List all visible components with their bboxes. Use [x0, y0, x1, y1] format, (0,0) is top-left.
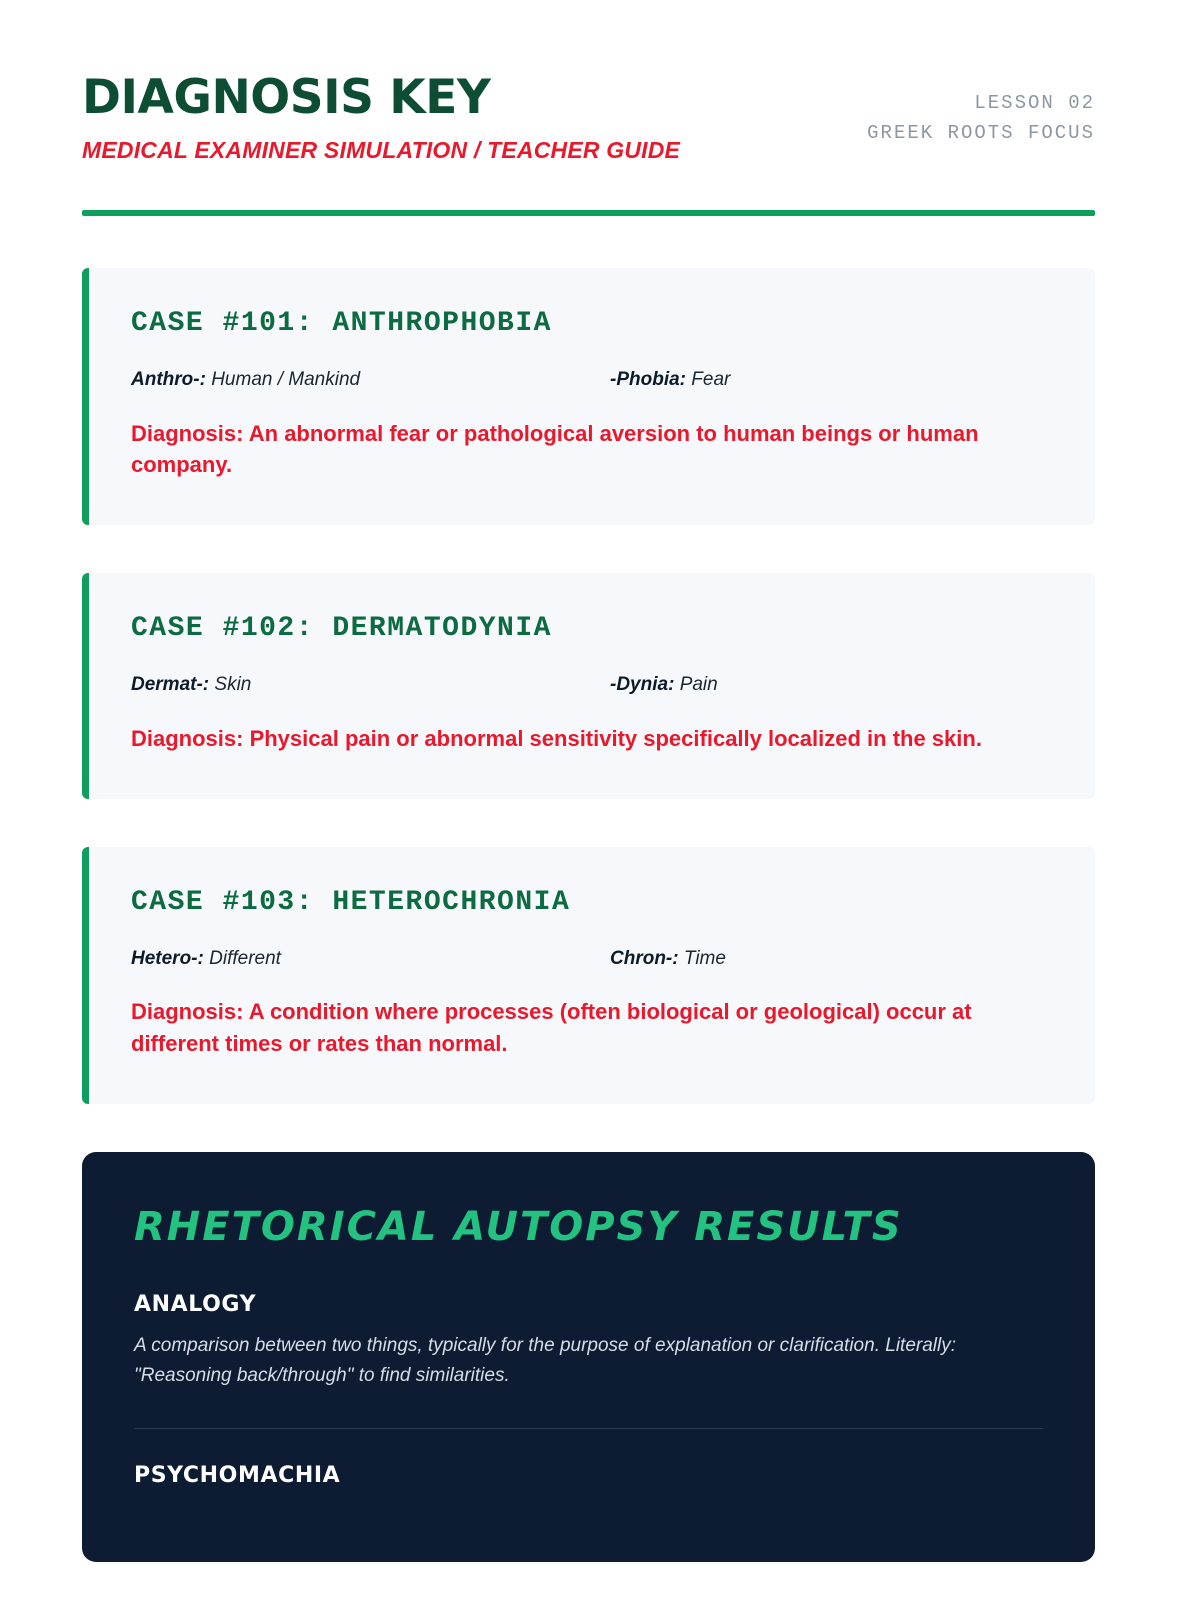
- header-divider: [82, 210, 1095, 216]
- case-diagnosis: Diagnosis: An abnormal fear or pathological aversion to human beings or human company.: [131, 420, 979, 478]
- header-left: [82, 70, 680, 164]
- root-entry: [592, 367, 1053, 394]
- case-diagnosis: Diagnosis: Physical pain or abnormal sensitivity specifically localized in the skin.: [131, 725, 982, 751]
- case-list: [82, 268, 1095, 1104]
- root-entry: [131, 946, 592, 973]
- autopsy-term: [134, 1292, 1043, 1394]
- case-title: CASE #101: ANTHROPHOBIA: [131, 308, 552, 339]
- root-term: Chron-:: [610, 947, 679, 969]
- root-definition: Time: [683, 947, 726, 969]
- root-entry: [592, 672, 1053, 699]
- case-diagnosis: Diagnosis: A condition where processes (often biological or geological) occur at different times or rates than normal.: [131, 999, 972, 1057]
- root-definition: Fear: [691, 369, 731, 390]
- case-roots: [131, 367, 1053, 394]
- root-entry: [131, 672, 592, 699]
- case-card: [82, 268, 1095, 525]
- page-header: [82, 70, 1095, 164]
- root-definition: Different: [209, 947, 281, 969]
- root-term: -Phobia:: [610, 369, 686, 390]
- root-term: Hetero-:: [131, 947, 204, 969]
- lesson-number: LESSON 02: [974, 92, 1095, 114]
- autopsy-divider: [134, 1428, 1043, 1429]
- case-title: CASE #102: DERMATODYNIA: [131, 613, 552, 645]
- case-title: CASE #103: HETEROCHRONIA: [131, 886, 571, 918]
- autopsy-title: RHETORICAL AUTOPSY RESULTS: [134, 1204, 903, 1251]
- root-definition: Human / Mankind: [211, 369, 361, 390]
- root-term: Dermat-:: [131, 674, 210, 696]
- autopsy-term-definition: A comparison between two things, typically for the purpose of explanation or clarification. Literally: "Reasoning back/through" to find similarities.: [134, 1335, 957, 1386]
- root-entry: [131, 367, 592, 394]
- header-meta: [867, 70, 1095, 149]
- root-definition: Skin: [214, 674, 252, 696]
- lesson-focus: GREEK ROOTS FOCUS: [867, 122, 1095, 145]
- autopsy-term-name: PSYCHOMACHIA: [134, 1463, 341, 1489]
- root-term: Anthro-:: [131, 369, 206, 390]
- root-entry: [592, 946, 1053, 973]
- autopsy-term-name: ANALOGY: [134, 1292, 257, 1318]
- root-term: -Dynia:: [610, 674, 675, 696]
- root-definition: Pain: [679, 674, 718, 696]
- case-card: [82, 573, 1095, 798]
- rhetorical-autopsy-panel: [82, 1152, 1095, 1562]
- case-roots: [131, 946, 1053, 973]
- case-card: [82, 847, 1095, 1104]
- autopsy-term: [134, 1463, 1043, 1506]
- page-subtitle: MEDICAL EXAMINER SIMULATION / TEACHER GUIDE: [82, 137, 681, 163]
- page-title: DIAGNOSIS KEY: [82, 70, 491, 125]
- case-roots: [131, 672, 1053, 699]
